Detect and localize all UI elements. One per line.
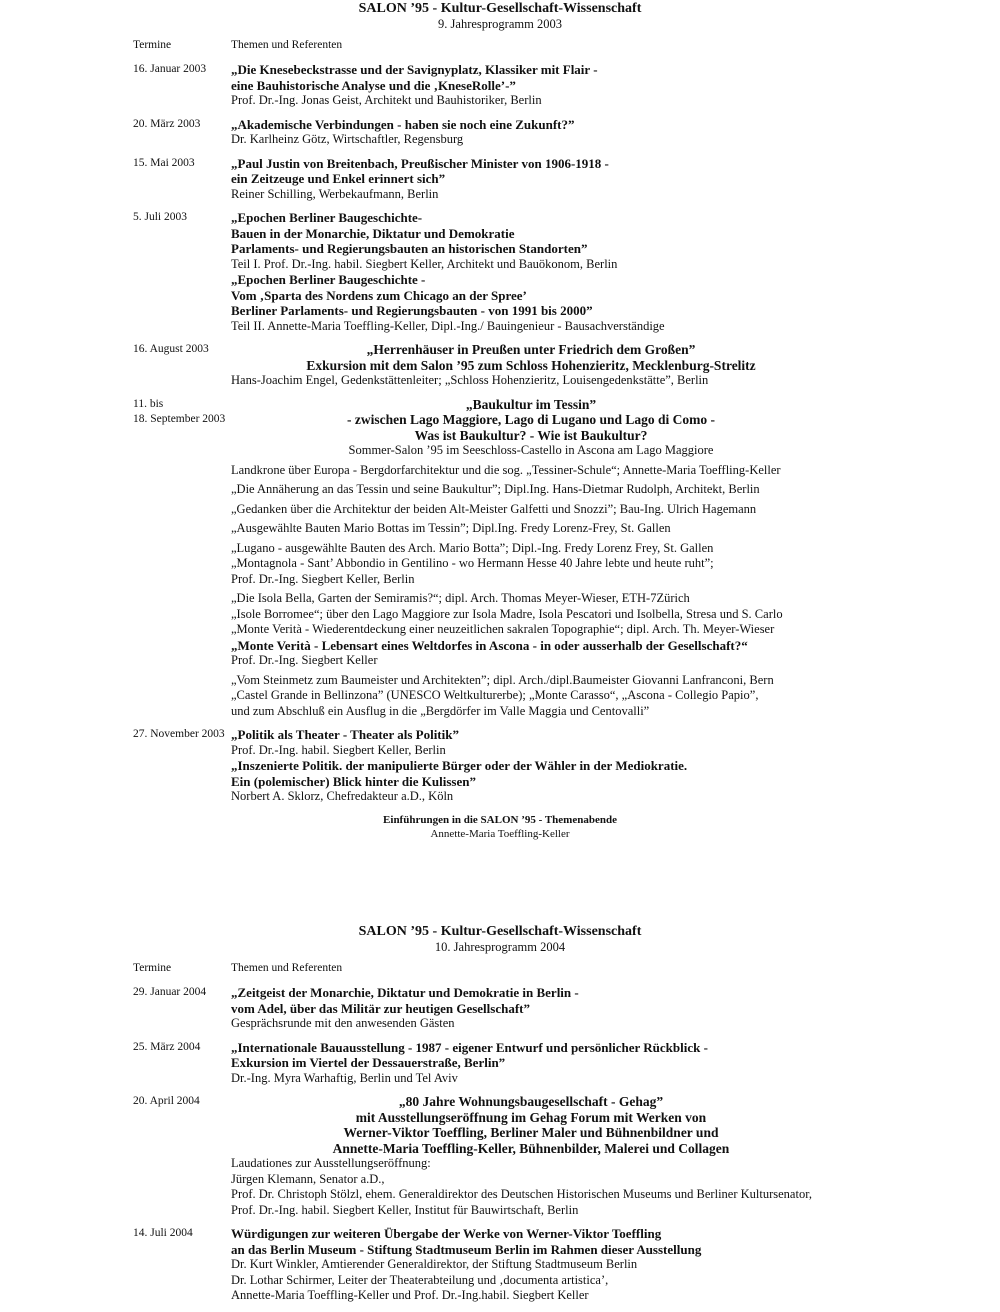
event-speaker-line: „Die Isola Bella, Garten der Semiramis?“; dipl. Arch. Thomas Meyer-Wieser, ETH-7Zürich [231,591,690,605]
event-speaker-line: Hans-Joachim Engel, Gedenkstättenleiter; „Schloss Hohenzieritz, Louisengedenkstätte”, Berlin [231,373,709,387]
introductions-name: Annette-Maria Toeffling-Keller [430,827,570,840]
event-details [231,62,871,109]
event-details [231,1094,871,1218]
event-date: 11. bis 18. September 2003 [133,397,226,425]
event-topic-line: Berliner Parlaments- und Regierungsbauten - von 1991 bis 2000” [231,303,593,318]
event-row [0,62,1000,109]
event-topic-line: Exkursion mit dem Salon ’95 zum Schloss Hohenzieritz, Mecklenburg-Strelitz [306,357,756,373]
event-topic-line: an das Berlin Museum - Stiftung Stadtmuseum Berlin im Rahmen dieser Ausstellung [231,1241,702,1257]
event-speaker-line: Laudationes zur Ausstellungseröffnung: [231,1156,431,1170]
event-date: 15. Mai 2003 [133,156,195,169]
event-topic-line: „80 Jahre Wohnungsbaugesellschaft - Gehag” [398,1094,664,1109]
event-topic-line: - zwischen Lago Maggiore, Lago di Lugano und Lago di Como - [346,412,716,427]
event-date: 16. Januar 2003 [133,63,207,75]
event-speaker-line: Teil II. Annette-Maria Toeffling-Keller, Dipl.-Ing./ Bauingenieur - Bausachverständige [231,318,665,333]
event-date: 29. Januar 2004 [133,986,207,998]
program-subtitle: 10. Jahresprogramm 2004 [434,940,566,954]
event-row [0,1226,1000,1304]
event-row [0,1094,1000,1218]
event-speaker-line: Teil I. Prof. Dr.-Ing. habil. Siegbert Keller, Architekt und Bauökonom, Berlin [231,256,618,271]
event-topic-line: Annette-Maria Toeffling-Keller, Bühnenbilder, Malerei und Collagen [332,1140,730,1156]
event-speaker-line: Prof. Dr.-Ing. Siegbert Keller [231,653,378,667]
event-speaker-line: „Vom Steinmetz zum Baumeister und Architekten”; dipl. Arch./dipl.Baumeister Giovanni Lanfranconi, Bern [231,672,774,687]
event-topic-line: Was ist Baukultur? - Wie ist Baukultur? [414,427,648,443]
event-details [231,156,871,203]
event-speaker-line: Prof. Dr. Christoph Stölzl, ehem. Generaldirektor des Deutschen Historischen Museums und Berliner Kultursenator, [231,1187,812,1201]
event-speaker-line: Landkrone über Europa - Bergdorfarchitektur und die sog. „Tessiner-Schule“; Annette-Maria Toeffling-Keller [231,462,781,477]
event-speaker-line: Dr. Kurt Winkler, Amtierender Generaldirektor, der Stiftung Stadtmuseum Berlin [231,1257,638,1271]
event-speaker-line: Prof. Dr.-Ing. habil. Siegbert Keller, Institut für Bauwirtschaft, Berlin [231,1202,579,1217]
event-topic-line: „Inszenierte Politik. der manipulierte Bürger oder der Wähler in der Mediokratie. [231,758,688,773]
event-topic-line: „Internationale Bauausstellung - 1987 - eigener Entwurf und persönlicher Rückblick - [231,1039,708,1055]
event-date: 25. März 2004 [133,1040,201,1053]
event-details [231,210,871,334]
event-topic-line: Vom ‚Sparta des Nordens zum Chicago an der Spree’ [231,287,527,303]
event-list [0,985,1000,1304]
column-dates-label: Termine [133,39,172,51]
introductions-note [0,813,1000,841]
event-speaker-line: und zum Abschluß ein Ausflug in die „Bergdörfer im Valle Maggia und Centovalli” [231,703,650,718]
column-header [0,961,1000,977]
event-speaker-line: Norbert A. Sklorz, Chefredakteur a.D., Köln [231,789,454,803]
event-topic-line: Parlaments- und Regierungsbauten an historischen Standorten” [231,241,588,256]
event-list [0,62,1000,805]
event-topic-line: „Akademische Verbindungen - haben sie noch eine Zukunft?” [231,116,575,132]
event-speaker-line: Jürgen Klemann, Senator a.D., [231,1171,385,1186]
event-row [0,156,1000,203]
column-header [0,38,1000,54]
event-speaker-line: Dr.-Ing. Myra Warhaftig, Berlin und Tel Aviv [231,1070,458,1085]
event-speaker-line: Reiner Schilling, Werbekaufmann, Berlin [231,186,439,201]
event-speaker-line: Gesprächsrunde mit den anwesenden Gästen [231,1016,455,1030]
event-date: 20. April 2004 [133,1095,200,1107]
event-row [0,397,1000,720]
event-topic-line: „Epochen Berliner Baugeschichte- [231,210,423,225]
event-date: 16. August 2003 [133,343,209,355]
event-topic-line: „Baukultur im Tessin” [465,396,597,412]
event-topic-line: mit Ausstellungseröffnung im Gehag Forum mit Werken von [355,1109,707,1125]
event-topic-line: ein Zeitzeuge und Enkel erinnert sich” [231,171,446,186]
event-topic-line: eine Bauhistorische Analyse und die ‚KneseRolle’-” [231,77,516,93]
introductions-title: Einführungen in die SALON ’95 - Themenabende [383,813,617,826]
event-speaker-line: „Castel Grande in Bellinzona” (UNESCO Weltkulturerbe); „Monte Carasso“, „Ascona - Collegio Papio”, [231,688,759,702]
event-topic-line: Würdigungen zur weiteren Übergabe der Werke von Werner-Viktor Toeffling [231,1226,662,1241]
program-2004 [0,923,1000,1304]
event-date: 5. Juli 2003 [133,211,187,223]
event-speaker-line: „Ausgewählte Bauten Mario Bottas im Tessin”; Dipl.Ing. Fredy Lorenz-Frey, St. Gallen [231,521,671,535]
event-speaker-line: „Die Annäherung an das Tessin und seine Baukultur”; Dipl.Ing. Hans-Dietmar Rudolph, Architekt, Berlin [231,482,760,496]
event-speaker-line: Prof. Dr.-Ing. Jonas Geist, Architekt und Bauhistoriker, Berlin [231,93,542,107]
event-details [231,727,871,805]
event-details [231,342,871,389]
event-row [0,117,1000,148]
event-topic-line: „Zeitgeist der Monarchie, Diktatur und Demokratie in Berlin - [231,985,579,1000]
event-details [231,117,871,148]
event-row [0,727,1000,805]
event-topic-line: „Paul Justin von Breitenbach, Preußischer Minister von 1906-1918 - [231,155,609,171]
event-details [231,985,871,1032]
event-topic-line: Werner-Viktor Toeffling, Berliner Maler und Bühnenbildner und [343,1125,719,1140]
event-topic-line: „Epochen Berliner Baugeschichte - [231,272,426,287]
event-speaker-line: Annette-Maria Toeffling-Keller und Prof. Dr.-Ing.habil. Siegbert Keller [231,1288,589,1302]
event-speaker-line: „Lugano - ausgewählte Bauten des Arch. Mario Botta”; Dipl.-Ing. Fredy Lorenz Frey, St. Gallen [231,540,714,555]
program-title: SALON ’95 - Kultur-Gesellschaft-Wissenschaft [358,1,642,16]
event-topic-line: „Politik als Theater - Theater als Politik” [231,727,459,742]
event-topic-line: „Herrenhäuser in Preußen unter Friedrich dem Großen” [366,342,696,357]
event-speaker-line: „Monte Verità - Wiederentdeckung einer neuzeitlichen sakralen Topographie“; dipl. Arch. Th. Meyer-Wieser [231,622,775,636]
column-topics-label: Themen und Referenten [231,962,343,974]
event-topic-line: „Die Knesebeckstrasse und der Savignyplatz, Klassiker mit Flair - [231,62,598,77]
event-topic-line: Exkursion im Viertel der Dessauerstraße, Berlin” [231,1055,506,1070]
column-topics-label: Themen und Referenten [231,39,343,51]
event-row [0,342,1000,389]
event-date: 27. November 2003 [133,728,225,740]
event-row [0,985,1000,1032]
event-speaker-line: Dr. Karlheinz Götz, Wirtschaftler, Regensburg [231,132,464,146]
event-topic-line: vom Adel, über das Militär zur heutigen Gesellschaft” [231,1000,530,1016]
event-speaker-line: Sommer-Salon ’95 im Seeschloss-Castello in Ascona am Lago Maggiore [348,443,714,457]
event-speaker-line: Prof. Dr.-Ing. habil. Siegbert Keller, Berlin [231,742,446,757]
event-topic-line: Ein (polemischer) Blick hinter die Kulissen” [231,773,476,789]
event-date: 20. März 2003 [133,117,201,130]
event-row [0,1040,1000,1087]
event-speaker-line: „Gedanken über die Architektur der beiden Alt-Meister Galfetti und Snozzi”; Bau-Ing. Ulrich Hagemann [231,501,757,516]
event-details [231,1040,871,1087]
column-dates-label: Termine [133,962,172,974]
program-title: SALON ’95 - Kultur-Gesellschaft-Wissenschaft [358,924,642,939]
event-topic-line: „Monte Verità - Lebensart eines Weltdorfes in Ascona - in oder ausserhalb der Gesellschaft?“ [231,637,748,653]
event-speaker-line: Dr. Lothar Schirmer, Leiter der Theaterabteilung und ‚documenta artistica’, [231,1272,609,1287]
event-details [231,397,871,720]
event-details [231,1226,871,1304]
program-subtitle: 9. Jahresprogramm 2003 [438,17,562,31]
event-speaker-line: „Isole Borromee“; über den Lago Maggiore zur Isola Madre, Isola Pescatori und Isolbella, Stresa und S. Carlo [231,606,783,621]
event-speaker-line: Prof. Dr.-Ing. Siegbert Keller, Berlin [231,571,415,586]
event-row [0,210,1000,334]
event-speaker-line: „Montagnola - Sant’ Abbondio in Gentilino - wo Hermann Hesse 40 Jahre lebte und heute ruht”; [231,556,714,570]
event-date: 14. Juli 2004 [133,1227,193,1239]
event-topic-line: Bauen in der Monarchie, Diktatur und Demokratie [231,225,515,241]
